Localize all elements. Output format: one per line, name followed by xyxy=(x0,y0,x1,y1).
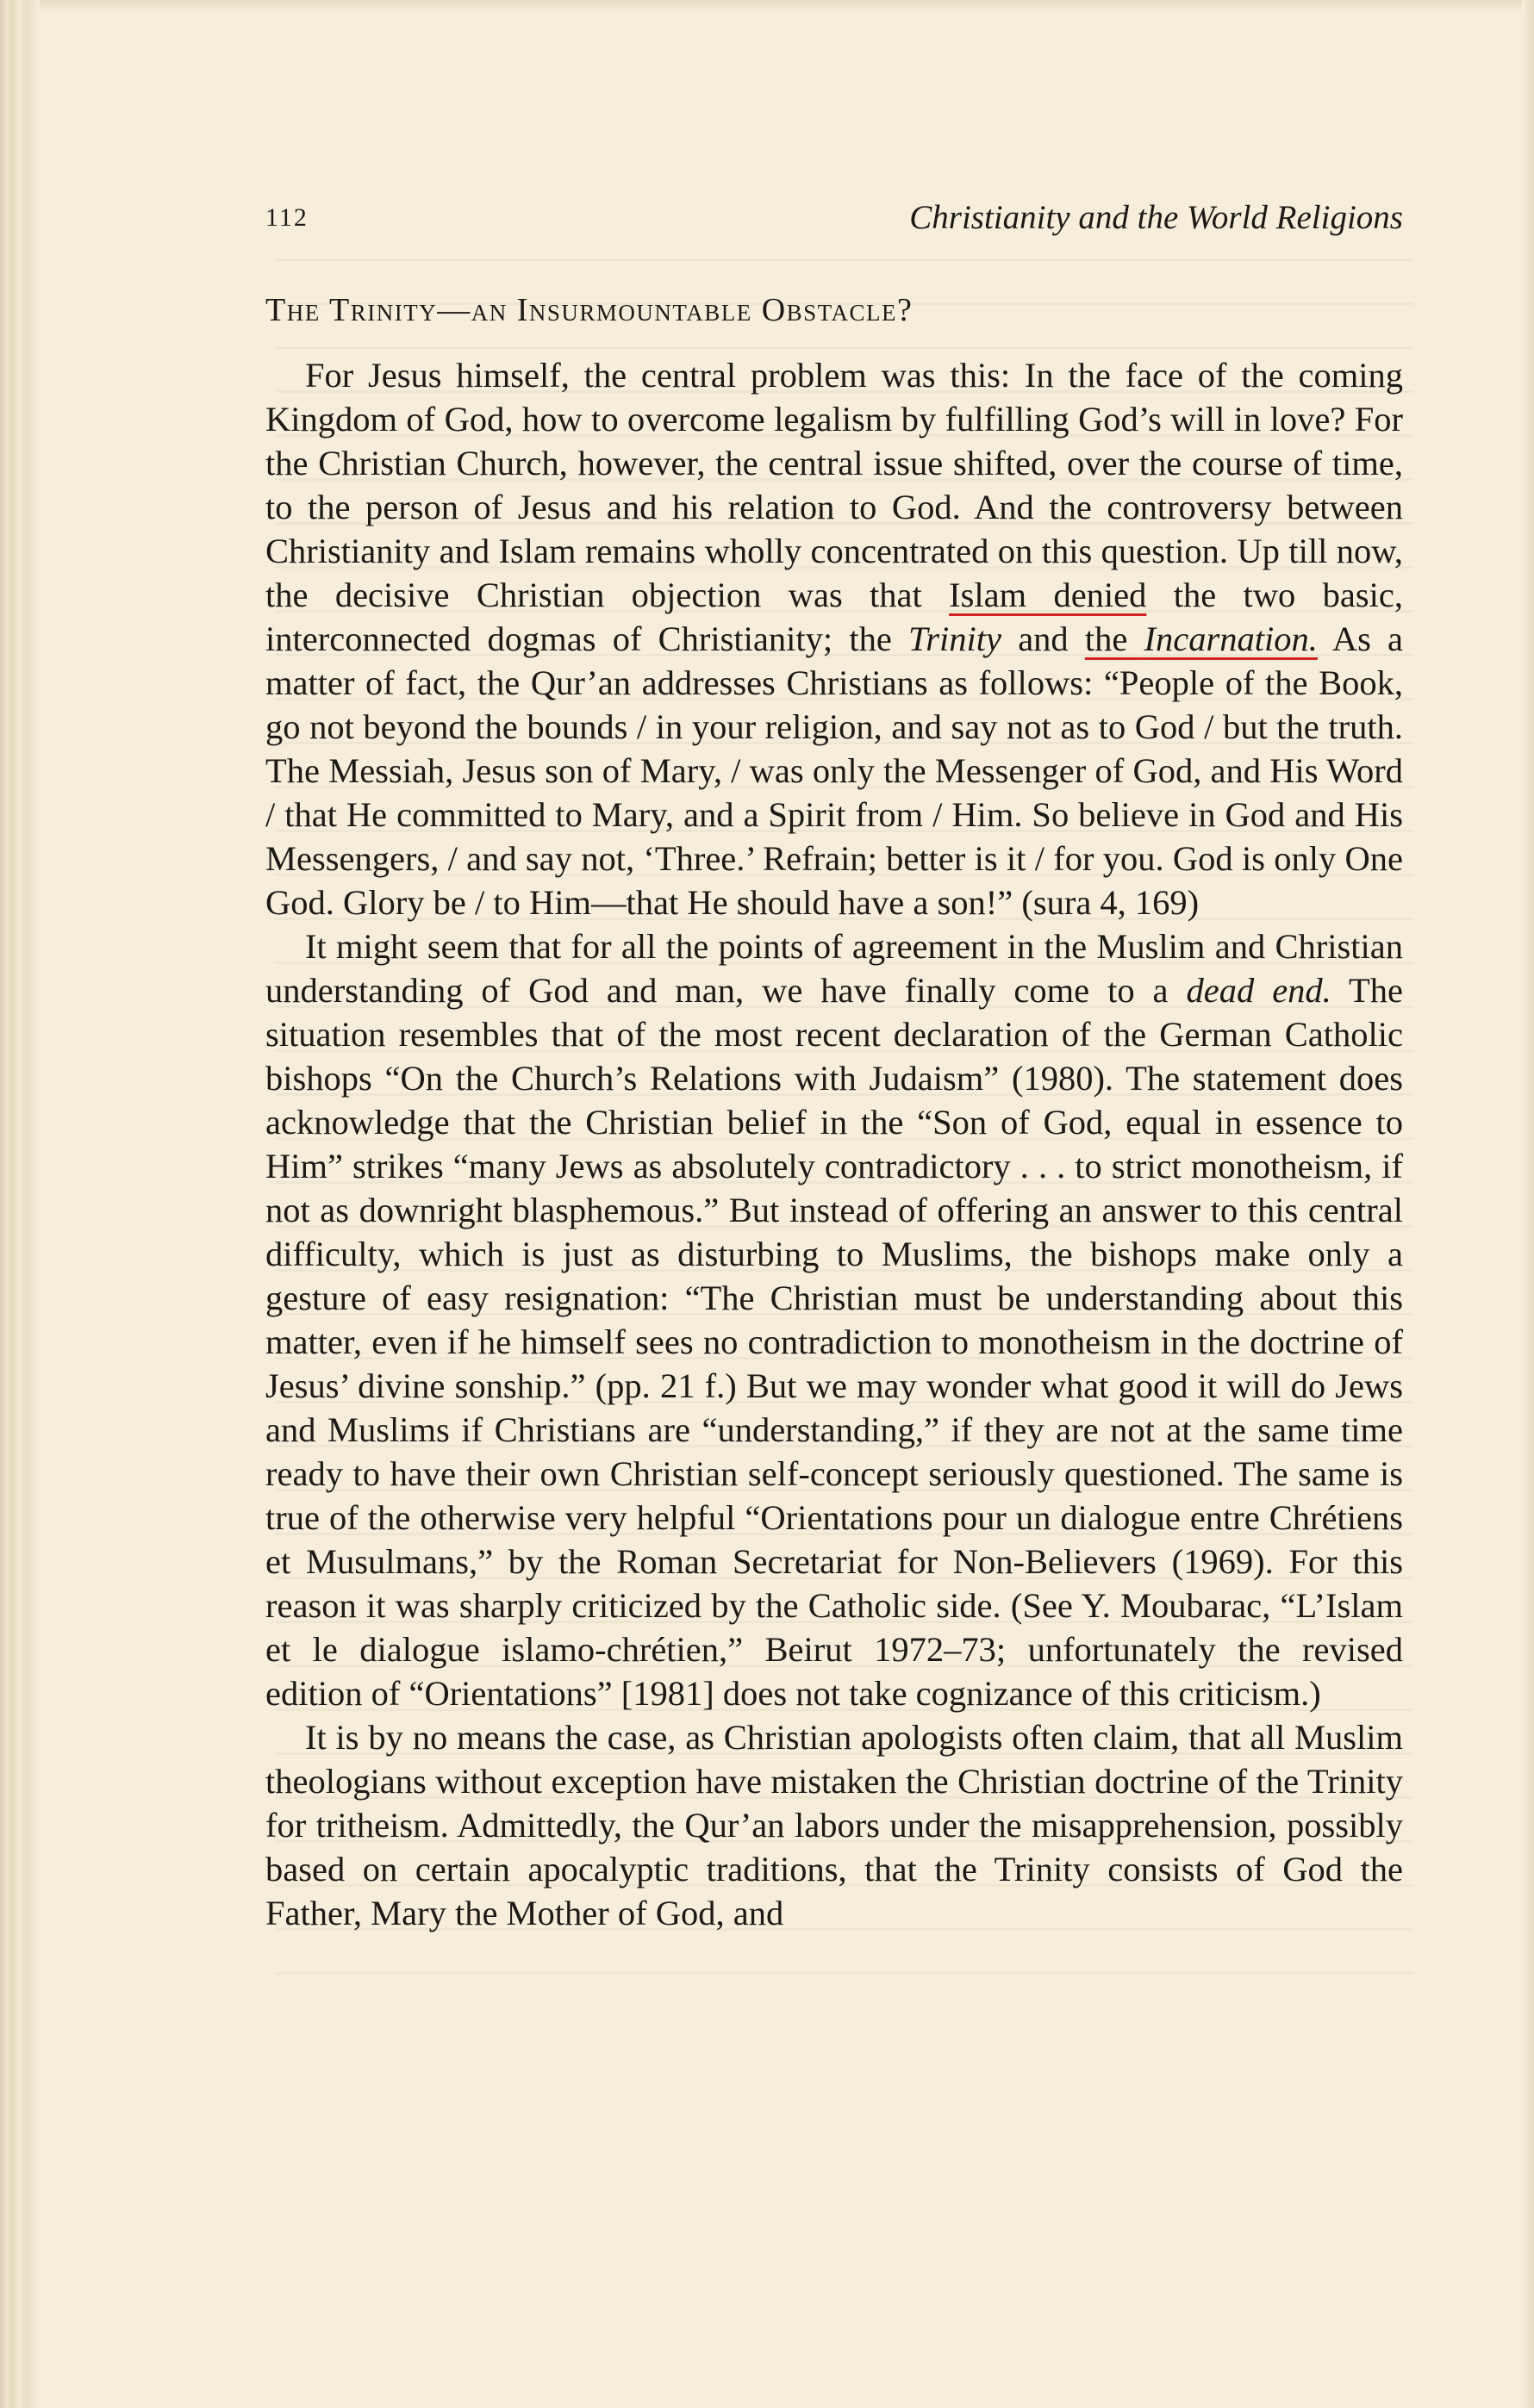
underlined-islam-denied: Islam denied xyxy=(949,576,1147,614)
paragraph-3-text: It is by no means the case, as Christian apologists often claim, that all Muslim theologians without exception have mistaken the Christian doctrine of the Trinity for tritheism. Admittedly, the Qur’an labors under the misapprehension, possibly based on certain apocalyptic traditions, that the Trinity consists of God the Father, Mary the Mother of God, and xyxy=(265,1718,1403,1932)
page-edge-top xyxy=(0,0,1534,12)
page-number: 112 xyxy=(265,203,309,232)
paragraph-1-text: and xyxy=(1001,619,1085,658)
paragraph-1-text: As a matter of fact, the Qur’an addresses Christians as follows: “People of the Book, go not beyond the bounds / in your religion, and say not as to God / but the truth. The Messiah, Jesus son of Mary, / was only the Messenger of God, and His Word / that He committed to Mary, and a Spirit from / Him. So believe in God and His Messengers, / and say not, ‘Three.’ Refrain; better is it / for you. God is only One God. Glory be / to Him—that He should have a son!” (sura 4, 169) xyxy=(265,619,1404,922)
paragraph-2-text: It might seem that for all the points of agreement in the Muslim and Christian understanding of God and man, we have finally come to a xyxy=(265,927,1403,1010)
section-heading: The Trinity—an Insurmountable Obstacle? xyxy=(265,292,914,328)
paragraph-1 xyxy=(265,353,1403,924)
italic-dead-end: dead end. xyxy=(1186,971,1331,1010)
paragraph-1-text: For Jesus himself, the central problem was this: In the face of the coming Kingdom of God, how to overcome legalism by fulfilling God’s will in love? For the Christian Church, however, the central issue shifted, over the course of time, to the person of Jesus and his relation to God. And the controversy between Christianity and Islam remains wholly concentrated on this question. Up till now, the decisive Christian objection was that xyxy=(265,356,1403,614)
italic-trinity: Trinity xyxy=(907,619,1002,658)
stacked-page-edges xyxy=(0,0,40,2408)
italic-incarnation: Incarnation. xyxy=(1144,619,1318,658)
page-edge-right xyxy=(1522,0,1534,2408)
running-head xyxy=(265,195,1403,246)
paragraph-1-text: the two basic, interconnected dogmas of Christianity; the xyxy=(265,576,1403,658)
underlined-the-incarnation xyxy=(1085,619,1318,658)
paragraph-2-text: The situation resembles that of the most recent declaration of the German Catholic bishops “On the Church’s Relations with Judaism” (1980). The statement does acknowledge that the Christian belief in the “Son of God, equal in essence to Him” strikes “many Jews as absolutely contradictory . . . to strict monotheism, if not as downright blasphemous.” But instead of offering an answer to this central difficulty, which is just as disturbing to Muslims, the bishops make only a gesture of easy resignation: “The Christian must be understanding about this matter, even if he himself sees no contradiction to monotheism in the doctrine of Jesus’ divine sonship.” (pp. 21 f.) But we may wonder what good it will do Jews and Muslims if Christians are “understanding,” if they are not at the same time ready to have their own Christian self-concept seriously questioned. The same is true of the otherwise very helpful “Orientations pour un dialogue entre Chrétiens et Musulmans,” by the Roman Secretariat for Non-Believers (1969). For this reason it was sharply criticized by the Catholic side. (See Y. Moubarac, “L’Islam et le dialogue islamo-chrétien,” Beirut 1972–73; unfortunately the revised edition of “Orientations” [1981] does not take cognizance of this criticism.) xyxy=(265,971,1403,1713)
running-title: Christianity and the World Religions xyxy=(909,199,1403,236)
paragraph-2 xyxy=(265,924,1403,1715)
paragraph-3 xyxy=(265,1715,1403,1935)
page-body xyxy=(265,195,1403,1935)
underlined-the: the xyxy=(1084,619,1144,658)
